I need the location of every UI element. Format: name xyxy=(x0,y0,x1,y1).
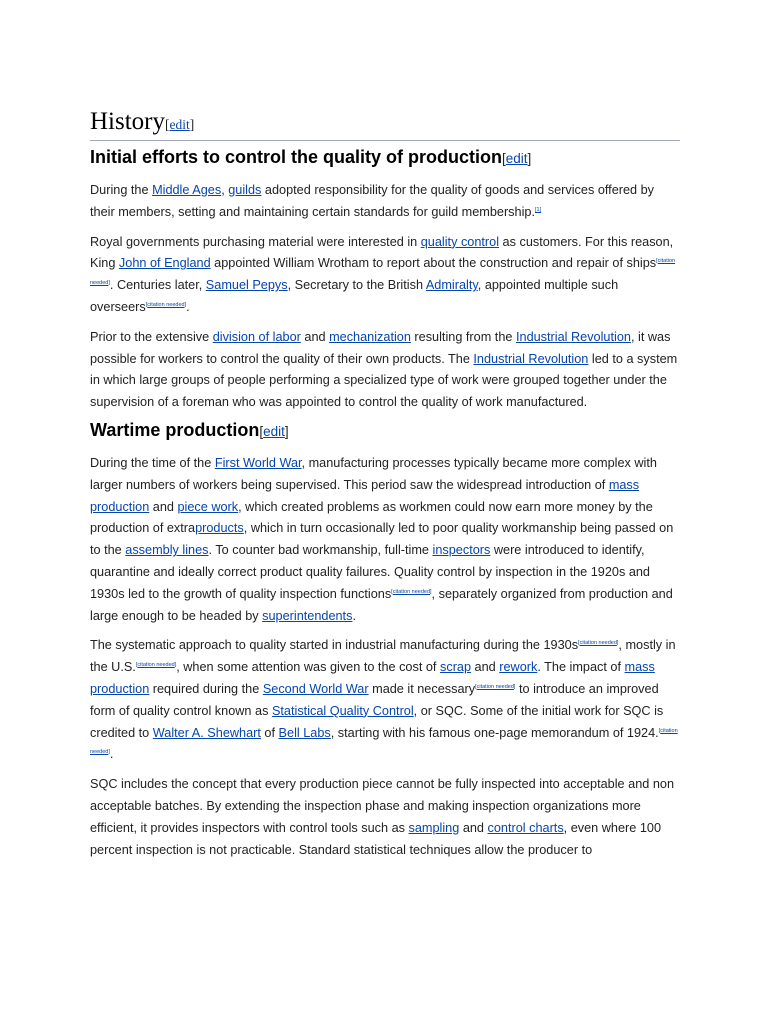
citation-needed-link[interactable]: citation needed xyxy=(476,683,514,690)
reference-1 xyxy=(535,207,541,213)
link-admiralty[interactable]: Admiralty xyxy=(425,278,478,293)
paragraph-middle-ages: During the Middle Ages, guilds adopted responsibility for the quality of goods and services offered by their members, setting and maintaining certain standards for guild membership.[1] xyxy=(90,183,655,219)
link-inspectors[interactable]: inspectors xyxy=(432,543,491,558)
link-bell-labs[interactable]: Bell Labs xyxy=(278,725,331,740)
paragraph-first-world-war: During the time of the First World War, manufacturing processes typically became more complex with larger numbers of workers being supervised. This period saw the widespread introduction of mass production and piece work, which created problems as workmen could now earn more money by the production of extraproducts, which in turn occasionally led to poor quality workmanship being passed on to the assembly lines. To counter bad workmanship, full-time inspectors were introduced to identify, quarantine and ideally correct product quality failures. Quality control by inspection in the 1920s and 1930s led to the growth of quality inspection functions[citation needed], separately organized from production and large enough to be headed by superintendents. xyxy=(90,455,674,623)
link-walter-a-shewhart[interactable]: Walter A. Shewhart xyxy=(152,725,261,740)
link-statistical-quality-control[interactable]: Statistical Quality Control xyxy=(271,703,414,718)
link-samuel-pepys[interactable]: Samuel Pepys xyxy=(205,278,288,293)
link-second-world-war[interactable]: Second World War xyxy=(262,681,369,696)
section-edit: [edit] xyxy=(259,423,289,439)
link-first-world-war[interactable]: First World War xyxy=(214,455,302,470)
citation-needed: [citation needed] xyxy=(135,662,177,669)
citation-needed: [citation needed] xyxy=(475,683,516,690)
edit-link[interactable]: edit xyxy=(505,151,528,166)
paragraph-royal-governments: Royal governments purchasing material were interested in quality control as customers. For this reason, King John of England appointed William Wrotham to report about the construction and repair of ships[citation needed]. Centuries later, Samuel Pepys, Secretary to the British Admiralty, appointed multiple such overseers[citation needed]. xyxy=(90,234,676,314)
link-mass-production[interactable]: mass production xyxy=(90,477,640,514)
section-heading-wartime-production xyxy=(90,418,680,444)
link-mass-production[interactable]: mass production xyxy=(90,660,655,696)
link-assembly-lines[interactable]: assembly lines xyxy=(125,543,209,558)
link-guilds[interactable]: guilds xyxy=(228,183,262,197)
link-middle-ages[interactable]: Middle Ages xyxy=(152,183,222,197)
citation-needed-link[interactable]: citation needed xyxy=(90,727,678,756)
history-edit-section: [edit] xyxy=(165,117,195,132)
link-john-of-england[interactable]: John of England xyxy=(118,256,211,271)
link-industrial-revolution[interactable]: Industrial Revolution xyxy=(473,351,589,366)
reference-link[interactable]: [1] xyxy=(535,206,542,213)
link-rework[interactable]: rework xyxy=(499,660,538,675)
link-industrial-revolution[interactable]: Industrial Revolution xyxy=(515,329,631,344)
history-edit-link[interactable]: edit xyxy=(169,117,190,132)
paragraph-division-of-labor: Prior to the extensive division of labor and mechanization resulting from the Industrial Revolution, it was possible for workers to control the quality of their own products. The Industrial Revolution led to a system in which large groups of people performing a specialized type of work were grouped together under the supervision of a foreman who was appointed to control the quality of work manufactured. xyxy=(90,329,678,410)
link-mechanization[interactable]: mechanization xyxy=(329,329,411,344)
section-heading-initial-efforts xyxy=(90,145,680,171)
paragraph-systematic-approach: The systematic approach to quality started in industrial manufacturing during the 1930s[citation needed], mostly in the U.S.[citation needed], when some attention was given to the cost of scrap and rework. The impact of mass production required during the Second World War made it necessary[citation needed] to introduce an improved form of quality control known as Statistical Quality Control, or SQC. Some of the initial work for SQC is credited to Walter A. Shewhart of Bell Labs, starting with his famous one-page memorandum of 1924.[citation needed]. xyxy=(90,638,678,762)
link-products[interactable]: products xyxy=(195,521,244,536)
citation-needed-link[interactable]: citation needed xyxy=(147,301,185,308)
citation-needed: [citation needed] xyxy=(391,588,432,595)
edit-link[interactable]: edit xyxy=(263,423,285,439)
link-sampling[interactable]: sampling xyxy=(408,820,460,835)
citation-needed: [citation needed] xyxy=(90,258,676,287)
citation-needed: [citation needed] xyxy=(90,727,678,756)
link-superintendents[interactable]: superintendents xyxy=(262,608,353,623)
section-title: Wartime production xyxy=(90,419,260,440)
link-scrap[interactable]: scrap xyxy=(440,660,472,675)
citation-needed-link[interactable]: citation needed xyxy=(137,662,175,669)
section-title: Initial efforts to control the quality of production xyxy=(90,147,502,167)
article-content xyxy=(90,108,680,861)
history-title: History xyxy=(90,108,165,135)
link-division-of-labor[interactable]: division of labor xyxy=(212,329,301,344)
history-heading xyxy=(90,108,680,141)
citation-needed-link[interactable]: citation needed xyxy=(579,640,617,647)
citation-needed: [citation needed] xyxy=(578,640,619,647)
link-piece-work[interactable]: piece work xyxy=(177,499,239,514)
section-edit: [edit] xyxy=(501,151,532,166)
citation-needed-link[interactable]: citation needed xyxy=(90,258,676,287)
citation-needed-link[interactable]: citation needed xyxy=(392,588,431,595)
link-quality-control[interactable]: quality control xyxy=(420,234,500,249)
paragraph-sqc-concept: SQC includes the concept that every production piece cannot be fully inspected into acceptable and non acceptable batches. By extending the inspection phase and making inspection organizations more efficient, it provides inspectors with control tools such as sampling and control charts, even where 100 percent inspection is not practicable. Standard statistical techniques allow the producer to xyxy=(90,777,675,857)
link-control-charts[interactable]: control charts xyxy=(487,820,564,835)
citation-needed: [citation needed] xyxy=(145,301,187,308)
